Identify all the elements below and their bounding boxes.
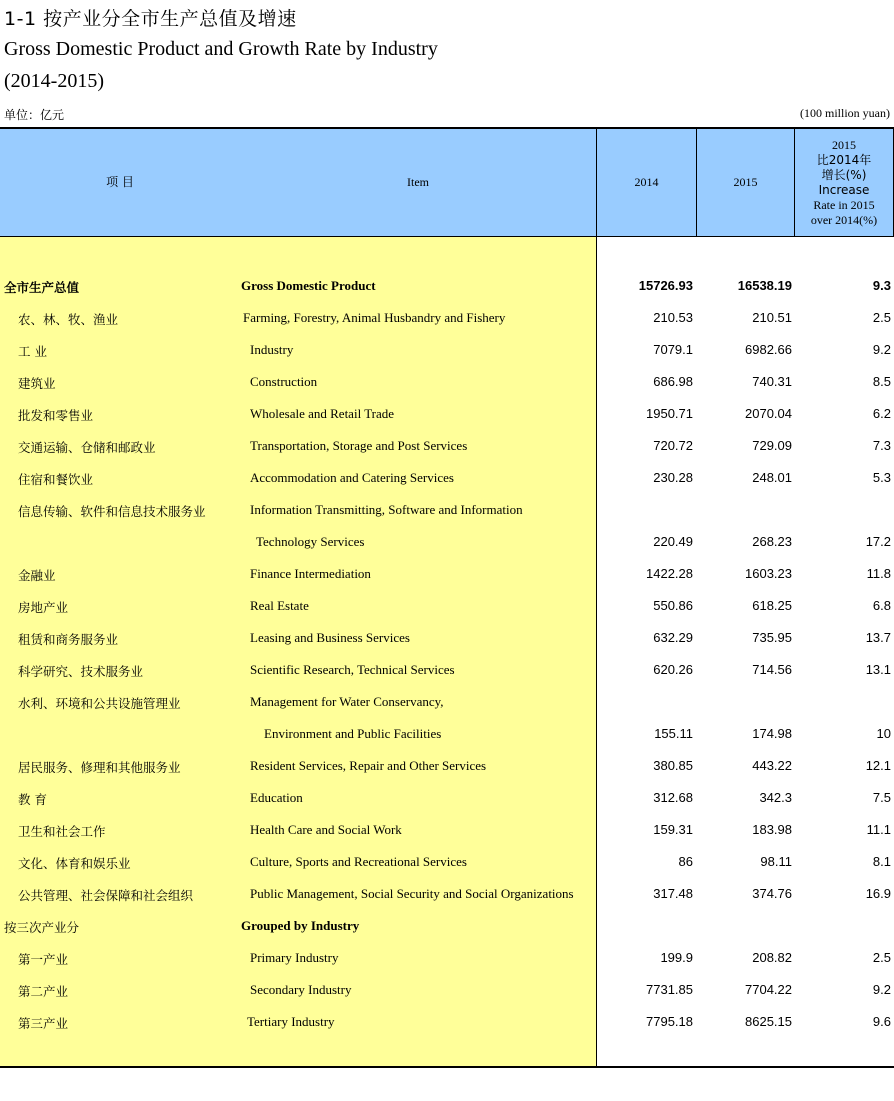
growth-rate: 11.8 bbox=[866, 566, 891, 581]
table-row bbox=[0, 717, 894, 749]
value-2014: 7795.18 bbox=[646, 1014, 693, 1029]
table-row bbox=[0, 685, 894, 717]
row-label-cn: 卫生和社会工作 bbox=[18, 824, 106, 839]
row-label-en: Construction bbox=[250, 374, 318, 389]
row-label-cn: 房地产业 bbox=[18, 600, 69, 615]
growth-rate: 6.8 bbox=[872, 598, 891, 613]
table-row bbox=[0, 621, 894, 653]
growth-rate: 12.1 bbox=[865, 758, 891, 773]
row-label-cn: 工 业 bbox=[18, 344, 47, 359]
table-row bbox=[0, 397, 894, 429]
growth-rate: 13.1 bbox=[865, 662, 891, 677]
growth-rate: 7.3 bbox=[872, 438, 891, 453]
rate-header-line: 比2014年 bbox=[816, 152, 872, 167]
row-label-cn: 按三次产业分 bbox=[4, 920, 80, 935]
growth-rate: 17.2 bbox=[865, 534, 891, 549]
value-2015: 6982.66 bbox=[745, 342, 792, 357]
value-2014: 15726.93 bbox=[638, 278, 693, 293]
row-label-cn: 住宿和餐饮业 bbox=[18, 472, 94, 487]
rate-header-line: Rate in 2015 bbox=[813, 197, 875, 212]
row-label-en: Health Care and Social Work bbox=[250, 822, 402, 837]
table-row bbox=[0, 781, 894, 813]
row-label-en: Real Estate bbox=[250, 598, 309, 613]
growth-rate: 8.5 bbox=[872, 374, 891, 389]
table-row bbox=[0, 301, 894, 333]
column-header-2014: 2014 bbox=[634, 175, 659, 189]
row-label-en: Management for Water Conservancy, bbox=[250, 694, 444, 709]
row-label-cn: 交通运输、仓储和邮政业 bbox=[18, 440, 156, 455]
table-row bbox=[0, 877, 894, 909]
row-label-cn: 公共管理、社会保障和社会组织 bbox=[18, 888, 194, 903]
table-row-group-heading bbox=[0, 909, 894, 941]
growth-rate: 11.1 bbox=[866, 822, 891, 837]
table-row bbox=[0, 973, 894, 1005]
rate-header-line: 增长(%) bbox=[821, 167, 867, 182]
value-2014: 159.31 bbox=[653, 822, 693, 837]
value-2015: 248.01 bbox=[752, 470, 792, 485]
row-label-cn: 文化、体育和娱乐业 bbox=[18, 856, 131, 871]
table-row bbox=[0, 589, 894, 621]
value-2015: 2070.04 bbox=[745, 406, 792, 421]
column-header-growth-rate bbox=[795, 129, 893, 236]
value-2014: 199.9 bbox=[660, 950, 693, 965]
table-row bbox=[0, 1005, 894, 1037]
row-label-en: Gross Domestic Product bbox=[241, 278, 376, 293]
row-label-en: Public Management, Social Security and Social Organizations bbox=[250, 886, 574, 901]
growth-rate: 9.6 bbox=[872, 1014, 891, 1029]
value-2014: 155.11 bbox=[654, 726, 693, 741]
value-2014: 1950.71 bbox=[646, 406, 693, 421]
row-label-cn: 第二产业 bbox=[18, 984, 69, 999]
table-row bbox=[0, 845, 894, 877]
value-2014: 620.26 bbox=[653, 662, 693, 677]
growth-rate: 8.1 bbox=[872, 854, 891, 869]
value-2015: 208.82 bbox=[752, 950, 792, 965]
table-row bbox=[0, 525, 894, 557]
value-2014: 720.72 bbox=[653, 438, 693, 453]
value-2014: 210.53 bbox=[653, 310, 693, 325]
row-label-en: Grouped by Industry bbox=[241, 918, 360, 933]
growth-rate: 2.5 bbox=[872, 950, 891, 965]
value-2015: 342.3 bbox=[759, 790, 792, 805]
value-2015: 174.98 bbox=[752, 726, 792, 741]
column-header-item-en: Item bbox=[407, 175, 429, 189]
value-2014: 7079.1 bbox=[653, 342, 693, 357]
row-label-cn: 水利、环境和公共设施管理业 bbox=[18, 696, 181, 711]
row-label-cn: 信息传输、软件和信息技术服务业 bbox=[18, 504, 206, 519]
row-label-en: Culture, Sports and Recreational Services bbox=[250, 854, 467, 869]
row-label-cn: 教 育 bbox=[18, 792, 47, 807]
growth-rate: 10 bbox=[876, 726, 891, 741]
value-2014: 686.98 bbox=[653, 374, 693, 389]
value-2014: 317.48 bbox=[653, 886, 693, 901]
table-row bbox=[0, 557, 894, 589]
table-bottom-rule bbox=[0, 1066, 894, 1068]
row-label-cn: 批发和零售业 bbox=[18, 408, 94, 423]
row-label-en: Environment and Public Facilities bbox=[264, 726, 442, 741]
row-label-cn: 居民服务、修理和其他服务业 bbox=[18, 760, 181, 775]
value-2015: 374.76 bbox=[752, 886, 792, 901]
column-header-item-cn: 项 目 bbox=[106, 175, 134, 189]
value-2014: 7731.85 bbox=[646, 982, 693, 997]
growth-rate: 6.2 bbox=[872, 406, 891, 421]
column-header-2015: 2015 bbox=[733, 175, 758, 189]
row-label-cn: 全市生产总值 bbox=[4, 280, 80, 295]
value-2015: 714.56 bbox=[752, 662, 792, 677]
row-label-en: Wholesale and Retail Trade bbox=[250, 406, 395, 421]
row-label-cn: 租赁和商务服务业 bbox=[18, 632, 119, 647]
value-2014: 230.28 bbox=[653, 470, 693, 485]
value-2014: 86 bbox=[678, 854, 693, 869]
row-label-en: Tertiary Industry bbox=[247, 1014, 335, 1029]
table-row bbox=[0, 333, 894, 365]
row-label-en: Leasing and Business Services bbox=[250, 630, 410, 645]
growth-rate: 9.2 bbox=[872, 982, 891, 997]
row-label-en: Finance Intermediation bbox=[250, 566, 371, 581]
value-2015: 735.95 bbox=[752, 630, 792, 645]
row-label-cn: 第一产业 bbox=[18, 952, 69, 967]
value-2015: 7704.22 bbox=[745, 982, 792, 997]
rate-header-line: Increase bbox=[818, 182, 870, 197]
row-label-cn: 建筑业 bbox=[18, 376, 56, 391]
value-2014: 380.85 bbox=[653, 758, 693, 773]
value-2015: 98.11 bbox=[760, 854, 792, 869]
table-row bbox=[0, 429, 894, 461]
row-label-cn: 农、林、牧、渔业 bbox=[18, 312, 119, 327]
row-label-en: Information Transmitting, Software and Information bbox=[250, 502, 523, 517]
value-2015: 443.22 bbox=[752, 758, 792, 773]
page-title-years: (2014-2015) bbox=[4, 70, 104, 92]
table-row bbox=[0, 365, 894, 397]
growth-rate: 5.3 bbox=[872, 470, 891, 485]
unit-label-cn: 单位：亿元 bbox=[4, 108, 65, 122]
row-label-en: Primary Industry bbox=[250, 950, 339, 965]
row-label-en: Scientific Research, Technical Services bbox=[250, 662, 455, 677]
table-row-total bbox=[0, 269, 894, 301]
row-label-en: Industry bbox=[250, 342, 294, 357]
table-row bbox=[0, 941, 894, 973]
row-label-en: Resident Services, Repair and Other Services bbox=[250, 758, 487, 773]
value-2014: 632.29 bbox=[653, 630, 693, 645]
row-label-en: Transportation, Storage and Post Services bbox=[250, 438, 468, 453]
unit-label-en: (100 million yuan) bbox=[800, 106, 890, 120]
value-2014: 1422.28 bbox=[646, 566, 693, 581]
value-2015: 268.23 bbox=[752, 534, 792, 549]
row-label-en: Technology Services bbox=[256, 534, 365, 549]
row-label-cn: 金融业 bbox=[18, 568, 56, 583]
value-2014: 220.49 bbox=[653, 534, 693, 549]
value-2015: 183.98 bbox=[752, 822, 792, 837]
value-2015: 729.09 bbox=[752, 438, 792, 453]
value-2015: 16538.19 bbox=[737, 278, 792, 293]
row-label-en: Accommodation and Catering Services bbox=[250, 470, 454, 485]
value-2015: 210.51 bbox=[752, 310, 792, 325]
page-title-cn: 1-1 按产业分全市生产总值及增速 bbox=[4, 8, 297, 30]
growth-rate: 9.2 bbox=[872, 342, 891, 357]
gdp-table bbox=[0, 127, 894, 1068]
growth-rate: 16.9 bbox=[865, 886, 891, 901]
growth-rate: 2.5 bbox=[872, 310, 891, 325]
value-2014: 550.86 bbox=[653, 598, 693, 613]
row-label-cn: 科学研究、技术服务业 bbox=[18, 664, 144, 679]
header-separator bbox=[0, 236, 894, 237]
value-2015: 618.25 bbox=[752, 598, 792, 613]
value-2015: 740.31 bbox=[752, 374, 792, 389]
page-title-en: Gross Domestic Product and Growth Rate by Industry bbox=[4, 38, 438, 60]
value-2015: 8625.15 bbox=[745, 1014, 792, 1029]
table-row bbox=[0, 749, 894, 781]
row-label-en: Education bbox=[250, 790, 303, 805]
growth-rate: 13.7 bbox=[865, 630, 891, 645]
table-row bbox=[0, 461, 894, 493]
growth-rate: 7.5 bbox=[872, 790, 891, 805]
value-2014: 312.68 bbox=[653, 790, 693, 805]
row-label-cn: 第三产业 bbox=[18, 1016, 69, 1031]
table-row bbox=[0, 493, 894, 525]
table-row bbox=[0, 813, 894, 845]
row-label-en: Farming, Forestry, Animal Husbandry and Fishery bbox=[243, 310, 506, 325]
growth-rate: 9.3 bbox=[872, 278, 891, 293]
rate-header-line: 2015 bbox=[832, 137, 856, 152]
row-label-en: Secondary Industry bbox=[250, 982, 352, 997]
value-2015: 1603.23 bbox=[745, 566, 792, 581]
table-row bbox=[0, 653, 894, 685]
rate-header-line: over 2014(%) bbox=[810, 212, 878, 227]
